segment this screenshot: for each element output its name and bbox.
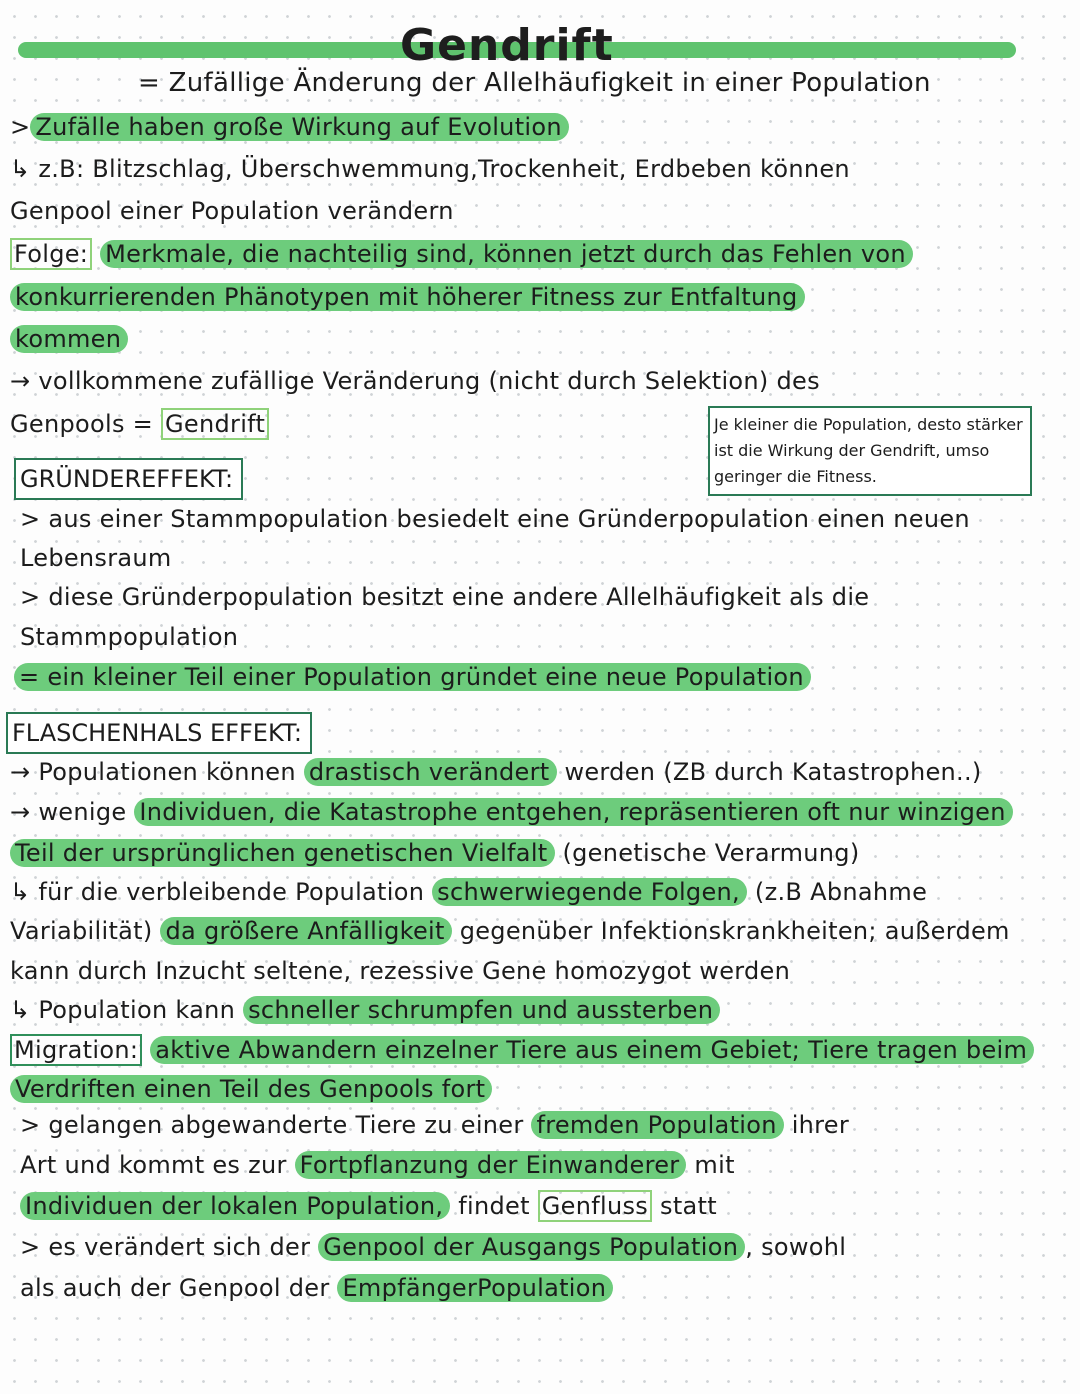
migration-line-2: Verdriften einen Teil des Genpools fort [10,1072,492,1106]
arrow-right-icon: → [10,367,31,395]
hook-arrow-icon: ↳ [10,155,31,183]
migration-line-1: Migration: aktive Abwandern einzelner Tiere aus einem Gebiet; Tiere tragen beim [10,1033,1034,1067]
migration-line-5: Individuen der lokalen Population, findet Genfluss statt [20,1189,717,1223]
flaschenhals-line-7: ↳ Population kann schneller schrumpfen und aussterben [10,993,720,1027]
definition: = Zufällige Änderung der Allelhäufigkeit in einer Population [138,68,931,98]
flaschenhals-heading: FLASCHENHALS EFFEKT: [6,712,312,754]
flaschenhals-line-3: Teil der ursprünglichen genetischen Vielfalt (genetische Verarmung) [10,836,860,870]
migration-label: Migration: [10,1034,142,1066]
folge-line-3: kommen [10,322,128,356]
intro-example-1: ↳ z.B: Blitzschlag, Überschwemmung,Trockenheit, Erdbeben können [10,155,850,183]
intro-bullet: > Zufälle haben große Wirkung auf Evolution [10,110,569,144]
migration-line-3: > gelangen abgewanderte Tiere zu einer fremden Population ihrer [20,1111,850,1139]
gruendereffekt-line-4: Stammpopulation [20,623,239,651]
flaschenhals-line-2: → wenige Individuen, die Katastrophe entgehen, repräsentieren oft nur winzigen [10,795,1013,829]
flaschenhals-line-5: Variabilität) da größere Anfälligkeit gegenüber Infektionskrankheiten; außerdem [10,917,1010,945]
gruendereffekt-line-3: > diese Gründerpopulation besitzt eine andere Allelhäufigkeit als die [20,583,870,611]
folge-line-1: Folge: Merkmale, die nachteilig sind, können jetzt durch das Fehlen von [10,237,913,271]
side-note: Je kleiner die Population, desto stärker ist die Wirkung der Gendrift, umso geringer die Fitness. [708,406,1032,496]
page-title: Gendrift [400,20,614,71]
conclusion-line-2: Genpools = Gendrift [10,407,269,441]
hook-arrow-icon: ↳ [10,878,31,906]
arrow-right-icon: → [10,798,31,826]
flaschenhals-line-1: → Populationen können drastisch verändert werden (ZB durch Katastrophen..) [10,758,982,786]
gruendereffekt-summary: = ein kleiner Teil einer Population gründet eine neue Population [14,660,811,694]
conclusion-line-1: → vollkommene zufällige Veränderung (nicht durch Selektion) des [10,367,820,395]
migration-line-7: als auch der Genpool der EmpfängerPopulation [20,1271,613,1305]
migration-line-6: > es verändert sich der Genpool der Ausgangs Population , sowohl [20,1233,847,1261]
gruendereffekt-line-2: Lebensraum [20,544,172,572]
gruendereffekt-heading: GRÜNDEREFFEKT: [14,458,243,500]
gruendereffekt-line-1: > aus einer Stammpopulation besiedelt eine Gründerpopulation einen neuen [20,505,970,533]
folge-line-2: konkurrierenden Phänotypen mit höherer Fitness zur Entfaltung [10,280,805,314]
flaschenhals-line-6: kann durch Inzucht seltene, rezessive Gene homozygot werden [10,957,791,985]
intro-example-2: Genpool einer Population verändern [10,197,454,225]
gendrift-term: Gendrift [161,408,269,440]
genfluss-term: Genfluss [538,1190,652,1222]
migration-line-4: Art und kommt es zur Fortpflanzung der Einwanderer mit [20,1151,735,1179]
folge-label: Folge: [10,238,92,270]
arrow-right-icon: → [10,758,31,786]
flaschenhals-line-4: ↳ für die verbleibende Population schwerwiegende Folgen, (z.B Abnahme [10,878,928,906]
hook-arrow-icon: ↳ [10,996,31,1024]
